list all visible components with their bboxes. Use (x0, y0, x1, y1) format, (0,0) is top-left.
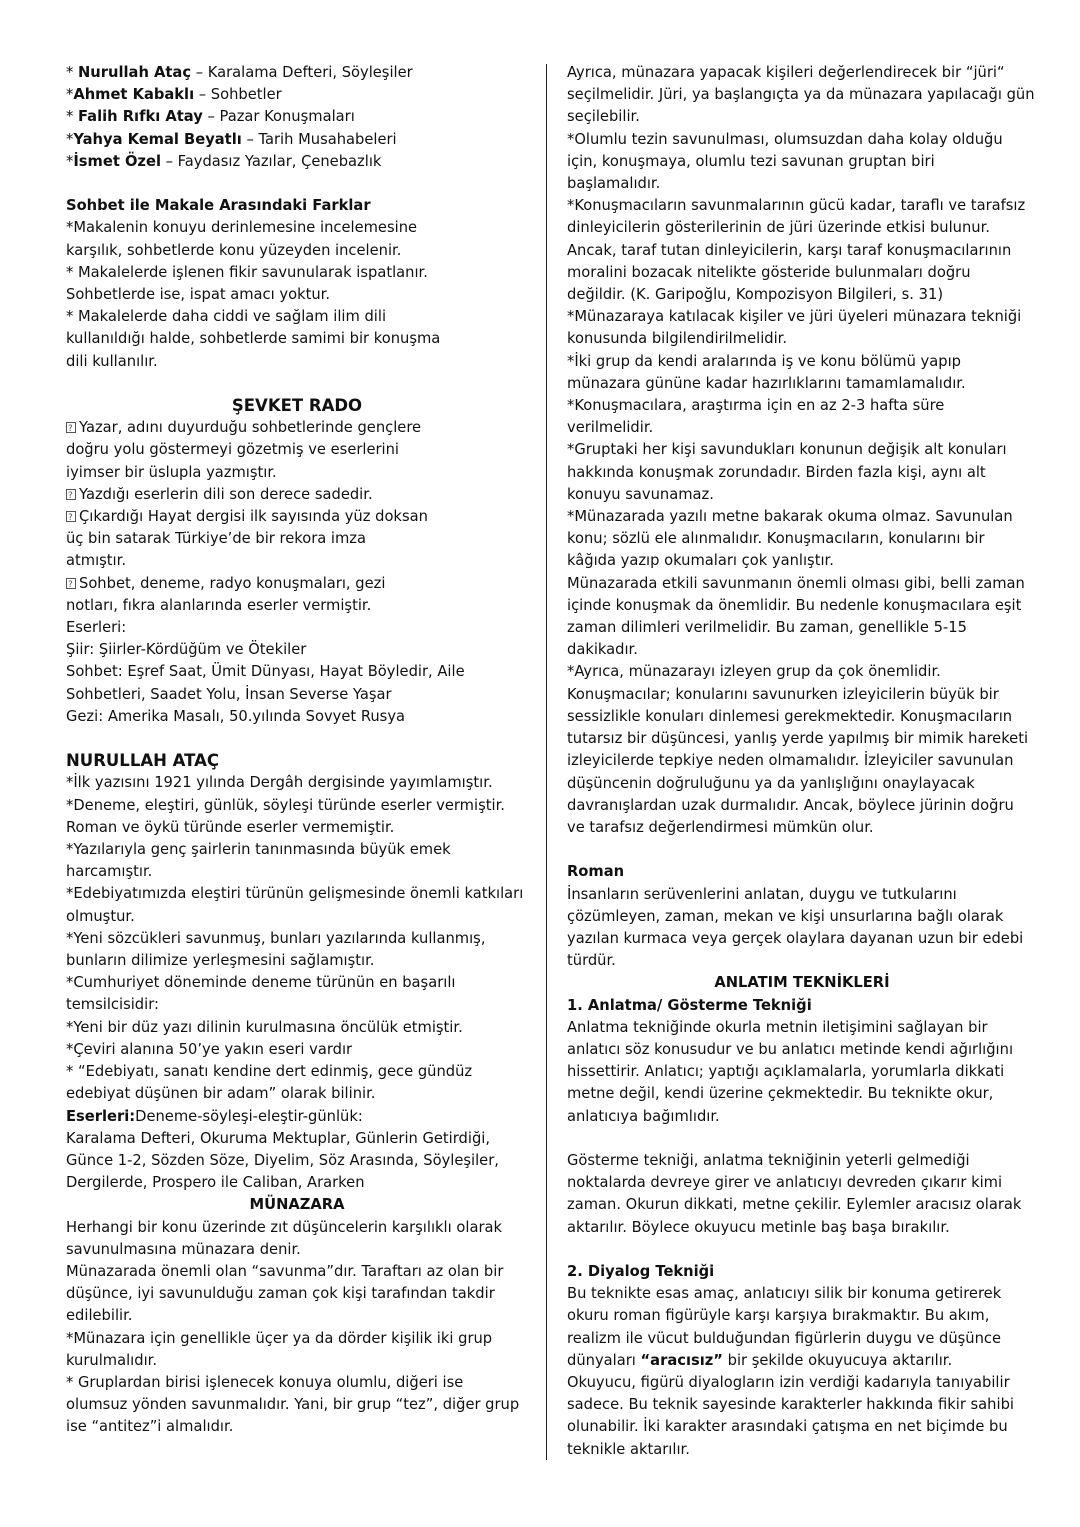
text-line: karşılık, sohbetlerde konu yüzeyden incelenir. (66, 241, 402, 259)
text-line: dili kullanılır. (66, 352, 158, 370)
text-line: anlatıcıya bağımlıdır. (567, 1107, 720, 1125)
text-line: seçilmelidir. Jüri, ya başlangıçta ya da münazara yapılacağı gün (567, 86, 1035, 104)
author-item: * Falih Rıfkı Atay – Pazar Konuşmaları (66, 108, 355, 126)
text-line: münazara gününe kadar hazırlıklarını tamamlamalıdır. (567, 374, 966, 392)
section-heading-munazara: MÜNAZARA (249, 1196, 345, 1214)
text-line: konu; sözlü ele alınmalıdır. Konuşmacıların, konularını bir (567, 530, 985, 548)
text-line: davranışlardan uzak durmalıdır. Ancak, böylece jürinin doğru (567, 796, 1014, 814)
text-line: atmıştır. (66, 552, 126, 570)
section-heading-nurullah-atac: NURULLAH ATAÇ (66, 751, 220, 771)
text-line: iyimser bir üslupla yazmıştır. (66, 463, 277, 481)
text-line: *Makalenin konuyu derinlemesine incelemesine (66, 219, 418, 237)
text-line: ve tarafsız değerlendirmesi mümkün olur. (567, 818, 874, 836)
text-line: *Yeni bir düz yazı dilinin kurulmasına öncülük etmiştir. (66, 1018, 463, 1036)
text-line: Roman ve öykü türünde eserler vermemiştir. (66, 818, 395, 836)
text-line: *Edebiyatımızda eleştiri türünün gelişmesinde önemli katkıları (66, 885, 524, 903)
text-line: *Yeni sözcükleri savunmuş, bunları yazılarında kullanmış, (66, 929, 486, 947)
text-line: metne değil, kendi üzerine çekmektedir. Bu teknikte okur, (567, 1085, 994, 1103)
text-line: çözümleyen, zaman, mekan ve kişi unsurlarına bağlı olarak (567, 907, 1004, 925)
section-heading-roman: Roman (567, 863, 625, 881)
text-line: Gezi: Amerika Masalı, 50.yılında Sovyet Rusya (66, 707, 406, 725)
text-line: sadece. Bu teknik sayesinde karakterler hakkında fikir sahibi (567, 1396, 1014, 1414)
text-line: olunabilir. İki karakter arasındaki çatışma en net biçimde bu (567, 1418, 1008, 1436)
text-line: *İlk yazısını 1921 yılında Dergâh dergisinde yayımlamıştır. (66, 774, 493, 792)
text-line: * “Edebiyatı, sanatı kendine dert edinmiş, gece gündüz (66, 1063, 473, 1081)
text-line: *Çeviri alanına 50’ye yakın eseri vardır (66, 1040, 353, 1058)
text-line: Karalama Defteri, Okuruma Mektuplar, Günlerin Getirdiği, (66, 1129, 491, 1147)
text-line: teknikle aktarılır. (567, 1440, 690, 1458)
text-line: moralini bozacak nitelikte gösteride bulunmaları doğru (567, 263, 971, 281)
text-line: izleyicilerde tepkiye neden olmamalıdır. İzleyiciler savunulan (567, 752, 1014, 770)
missing-glyph-icon (66, 489, 76, 500)
text-line: tutarsız bir düşüncesi, yanlış yerde yapılmış bir mimik hareketi (567, 730, 1029, 748)
text-line: ise “antitez”i almalıdır. (66, 1418, 234, 1436)
text-line: noktalarda devreye girer ve anlatıcıyı devreden çıkarır kimi (567, 1174, 1003, 1192)
text-line: seçilebilir. (567, 108, 640, 126)
text-line: Sohbet: Eşref Saat, Ümit Dünyası, Hayat Böyledir, Aile (66, 663, 465, 681)
text-line: *Münazara için genellikle üçer ya da dörder kişilik iki grup (66, 1329, 493, 1347)
text-line: edebiyat düşünen bir adam” olarak bilinir. (66, 1085, 376, 1103)
text-line: zaman. Okurun dikkati, metne çekilir. Eylemler aracısız olarak (567, 1196, 1022, 1214)
text-line: aktarılır. Böylece okuyucu metinle baş başa bırakılır. (567, 1218, 950, 1236)
text-line: yazılan kurmaca veya gerçek olaylara dayanan uzun bir edebi (567, 929, 1024, 947)
missing-glyph-icon (66, 511, 76, 522)
text-line: Sohbetlerde ise, ispat amacı yoktur. (66, 286, 330, 304)
text-line: *Gruptaki her kişi savundukları konunun değişik alt konuları (567, 441, 1007, 459)
text-line: Eserleri: (66, 619, 127, 637)
subheading-anlatma-gosterme: 1. Anlatma/ Gösterme Tekniği (567, 996, 812, 1014)
text-line: Ayrıca, münazara yapacak kişileri değerlendirecek bir “jüri“ (567, 64, 1005, 81)
text-line: dinleyicilerin gösterilerinin de jüri üzerinde etkisi bulunur. (567, 219, 990, 237)
text-line: anlatıcı söz konusudur ve bu anlatıcı metinde kendi ağırlığını (567, 1040, 1014, 1058)
bullet-line: ?Çıkardığı Hayat dergisi ilk sayısında yüz doksan (66, 506, 528, 528)
bullet-line: ?Sohbet, deneme, radyo konuşmaları, gezi (66, 573, 528, 595)
text-line: *Olumlu tezin savunulması, olumsuzdan daha kolay olduğu (567, 130, 1003, 148)
text-line: realizm ile vücut bulduğundan figürlerin duygu ve düşünce (567, 1329, 1002, 1347)
text-line: Okuyucu, figürü diyalogların izin verdiği kadarıyla tanıyabilir (567, 1373, 1010, 1391)
author-item: *Ahmet Kabaklı – Sohbetler (66, 86, 282, 104)
text-line: türdür. (567, 952, 616, 970)
text-line: içinde konuşmak da önemlidir. Bu nedenle konuşmacılara eşit (567, 596, 1022, 614)
text-line: Münazarada etkili savunmanın önemli olması gibi, belli zaman (567, 574, 1025, 592)
missing-glyph-icon (66, 578, 76, 589)
author-item: * Nurullah Ataç – Karalama Defteri, Söyleşiler (66, 64, 413, 81)
text-line: Konuşmacılar; konularını savunurken izleyicilerin büyük bir (567, 685, 999, 703)
text-line: dakikadır. (567, 641, 638, 659)
missing-glyph-icon (66, 422, 76, 433)
text-line: Münazarada önemli olan “savunma”dır. Taraftarı az olan bir (66, 1262, 504, 1280)
text-line: olumsuz yönden savunmalıdır. Yani, bir grup “tez”, diğer grup (66, 1396, 520, 1414)
text-line: değildir. (K. Garipoğlu, Kompozisyon Bilgileri, s. 31) (567, 286, 944, 304)
section-heading-farklar: Sohbet ile Makale Arasındaki Farklar (66, 197, 371, 215)
text-line: *Konuşmacıların savunmalarının gücü kadar, taraflı ve tarafsız (567, 197, 1026, 215)
text-line: *Ayrıca, münazarayı izleyen grup da çok önemlidir. (567, 663, 941, 681)
text-line: Ancak, taraf tutan dinleyicilerin, karşı taraf konuşmacılarının (567, 241, 1012, 259)
text-line: Bu teknikte esas amaç, anlatıcıyı silik bir konuma getirerek (567, 1285, 1002, 1303)
text-line: üç bin satarak Türkiye’de bir rekora imza (66, 530, 367, 548)
section-heading-anlatim-teknikleri: ANLATIM TEKNİKLERİ (714, 974, 890, 992)
bullet-line: ?Yazar, adını duyurduğu sohbetlerinde gençlere (66, 417, 528, 439)
text-line: verilmelidir. (567, 419, 654, 437)
text-line: başlamalıdır. (567, 175, 661, 193)
text-line: olmuştur. (66, 907, 135, 925)
text-line: düşüncenin doğruluğunu ya da yanlışlığını onaylayacak (567, 774, 975, 792)
left-column (66, 62, 528, 1439)
text-line: Dergilerde, Prospero ile Caliban, Ararken (66, 1174, 365, 1192)
text-line: * Gruplardan birisi işlenecek konuya olumlu, diğeri ise (66, 1373, 464, 1391)
text-line: temsilcisidir: (66, 996, 159, 1014)
text-line: Herhangi bir konu üzerinde zıt düşüncelerin karşılıklı olarak (66, 1218, 502, 1236)
text-line: *Münazaraya katılacak kişiler ve jüri üyeleri münazara tekniği (567, 308, 1022, 326)
text-line: konusunda bilgilendirilmelidir. (567, 330, 788, 348)
column-divider (546, 64, 547, 1460)
text-line: *İki grup da kendi aralarında iş ve konu bölümü yapıp (567, 352, 961, 370)
text-line: *Konuşmacılara, araştırma için en az 2-3 hafta süre (567, 397, 945, 415)
text-line: sessizlikle konuları dinlemesi gerekmektedir. Konuşmacıların (567, 707, 1013, 725)
author-item: *İsmet Özel – Faydasız Yazılar, Çenebazlık (66, 152, 382, 170)
section-heading-sevket-rado: ŞEVKET RADO (231, 396, 363, 416)
text-line: *Deneme, eleştiri, günlük, söyleşi türünde eserler vermiştir. (66, 796, 505, 814)
text-line: *Münazarada yazılı metne bakarak okuma olmaz. Savunulan (567, 508, 1013, 526)
text-line: için, konuşmaya, olumlu tezi savunan gruptan biri (567, 152, 935, 170)
text-line: Günce 1-2, Sözden Söze, Diyelim, Söz Arasında, Söyleşiler, (66, 1151, 499, 1169)
works-label-line: Eserleri:Deneme-söyleşi-eleştir-günlük: (66, 1107, 363, 1125)
text-line: kurulmalıdır. (66, 1351, 158, 1369)
text-line: okuru roman figürüyle karşı karşıya bırakmaktır. Bu akım, (567, 1307, 990, 1325)
text-line: *Yazılarıyla genç şairlerin tanınmasında büyük emek (66, 841, 451, 859)
text-line: edilebilir. (66, 1307, 133, 1325)
text-line: hakkında konuşmak zorundadır. Birden fazla kişi, aynı alt (567, 463, 986, 481)
text-line: Gösterme tekniği, anlatma tekniğinin yeterli gelmediği (567, 1151, 970, 1169)
author-list (66, 62, 528, 173)
right-column (567, 62, 1037, 1461)
text-line: konuyu savunamaz. (567, 485, 714, 503)
text-line: Şiir: Şiirler-Kördüğüm ve Ötekiler (66, 641, 307, 659)
text-line: doğru yolu göstermeyi gözetmiş ve eserlerini (66, 441, 400, 459)
text-line: düşünce, iyi savunulduğu zaman çok kişi tarafından takdir (66, 1285, 495, 1303)
text-line: hissettirir. Anlatıcı; yaptığı açıklamalarla, yorumlarla dikkati (567, 1063, 1005, 1081)
bullet-line: ?Yazdığı eserlerin dili son derece sadedir. (66, 484, 528, 506)
text-line: Anlatma tekniğinde okurla metnin iletişimini sağlayan bir (567, 1018, 988, 1036)
subheading-diyalog: 2. Diyalog Tekniği (567, 1262, 715, 1280)
text-line: notları, fıkra alanlarında eserler vermiştir. (66, 596, 372, 614)
author-item: *Yahya Kemal Beyatlı – Tarih Musahabeleri (66, 130, 397, 148)
text-line: kâğıda yazıp okumaları çok yanlıştır. (567, 552, 834, 570)
text-line: *Cumhuriyet döneminde deneme türünün en başarılı (66, 974, 456, 992)
text-line: * Makalelerde daha ciddi ve sağlam ilim dili (66, 308, 387, 326)
text-line: savunulmasına münazara denir. (66, 1240, 301, 1258)
text-line: İnsanların serüvenlerini anlatan, duygu ve tutkularını (567, 885, 957, 903)
text-line: bunların dilimize yerleşmesini sağlamıştır. (66, 952, 375, 970)
text-line: Sohbetleri, Saadet Yolu, İnsan Severse Yaşar (66, 685, 392, 703)
text-line: dünyaları “aracısız” bir şekilde okuyucuya aktarılır. (567, 1351, 953, 1369)
text-line: harcamıştır. (66, 863, 153, 881)
text-line: * Makalelerde işlenen fikir savunularak ispatlanır. (66, 263, 428, 281)
text-line: zaman dilimleri verilmelidir. Bu zaman, genellikle 5-15 (567, 619, 967, 637)
text-line: kullanıldığı halde, sohbetlerde samimi bir konuşma (66, 330, 441, 348)
